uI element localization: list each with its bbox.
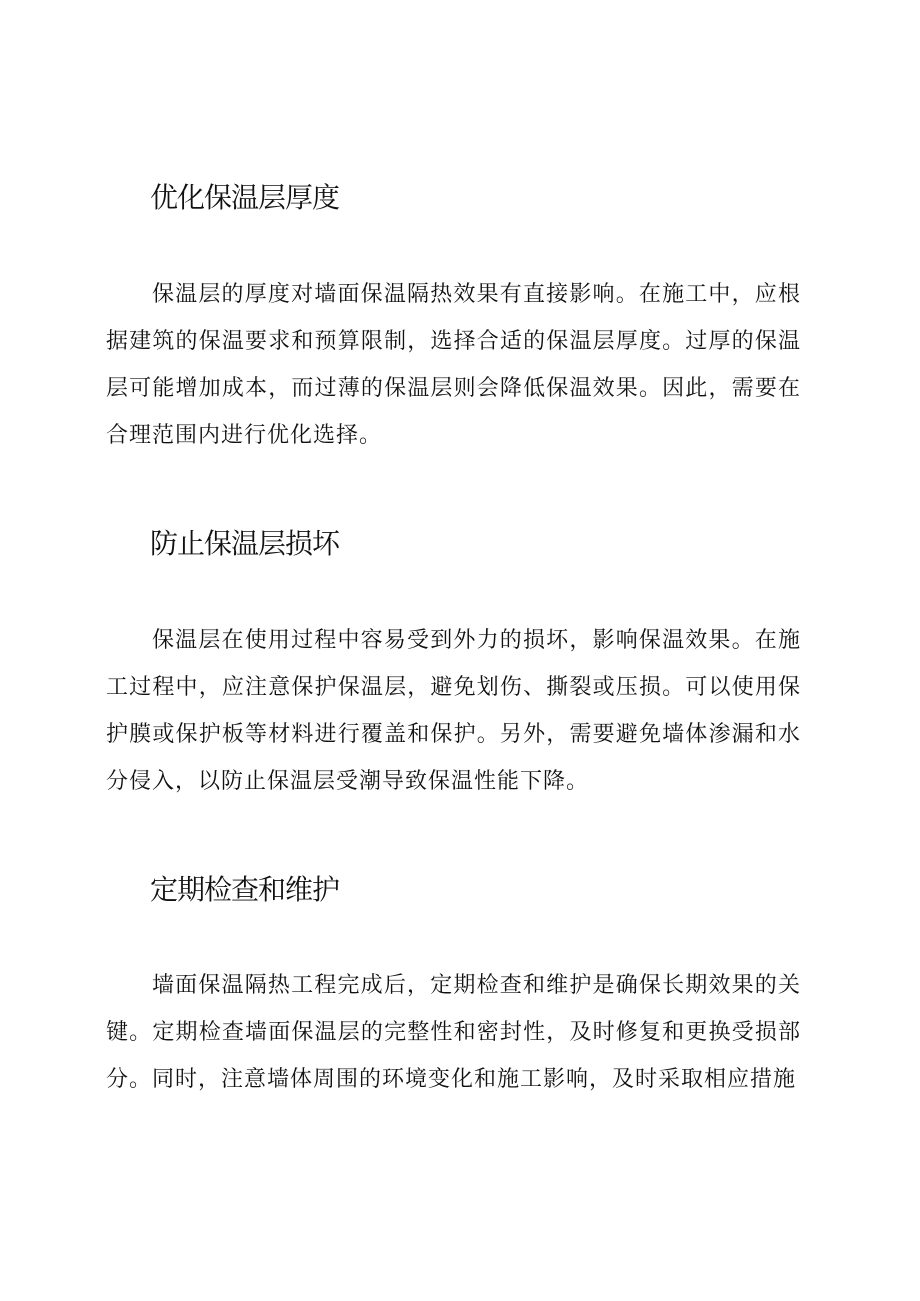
section-heading: 优化保温层厚度	[150, 181, 340, 214]
section-heading: 防止保温层损坏	[150, 527, 340, 560]
section-paragraph: 保温层的厚度对墙面保温隔热效果有直接影响。在施工中，应根据建筑的保温要求和预算限制，选择合适的保温层厚度。过厚的保温层可能增加成本，而过薄的保温层则会降低保温效果。因此，需要在合理范围内进行优化选择。	[106, 282, 801, 448]
section-paragraph: 保温层在使用过程中容易受到外力的损坏，影响保温效果。在施工过程中，应注意保护保温层，避免划伤、撕裂或压损。可以使用保护膜或保护板等材料进行覆盖和保护。另外，需要避免墙体渗漏和水分侵入，以防止保温层受潮导致保温性能下降。	[106, 628, 801, 794]
section-paragraph: 墙面保温隔热工程完成后，定期检查和维护是确保长期效果的关键。定期检查墙面保温层的完整性和密封性，及时修复和更换受损部分。同时，注意墙体周围的环境变化和施工影响，及时采取相应措施	[106, 973, 801, 1092]
section-heading: 定期检查和维护	[150, 873, 340, 906]
